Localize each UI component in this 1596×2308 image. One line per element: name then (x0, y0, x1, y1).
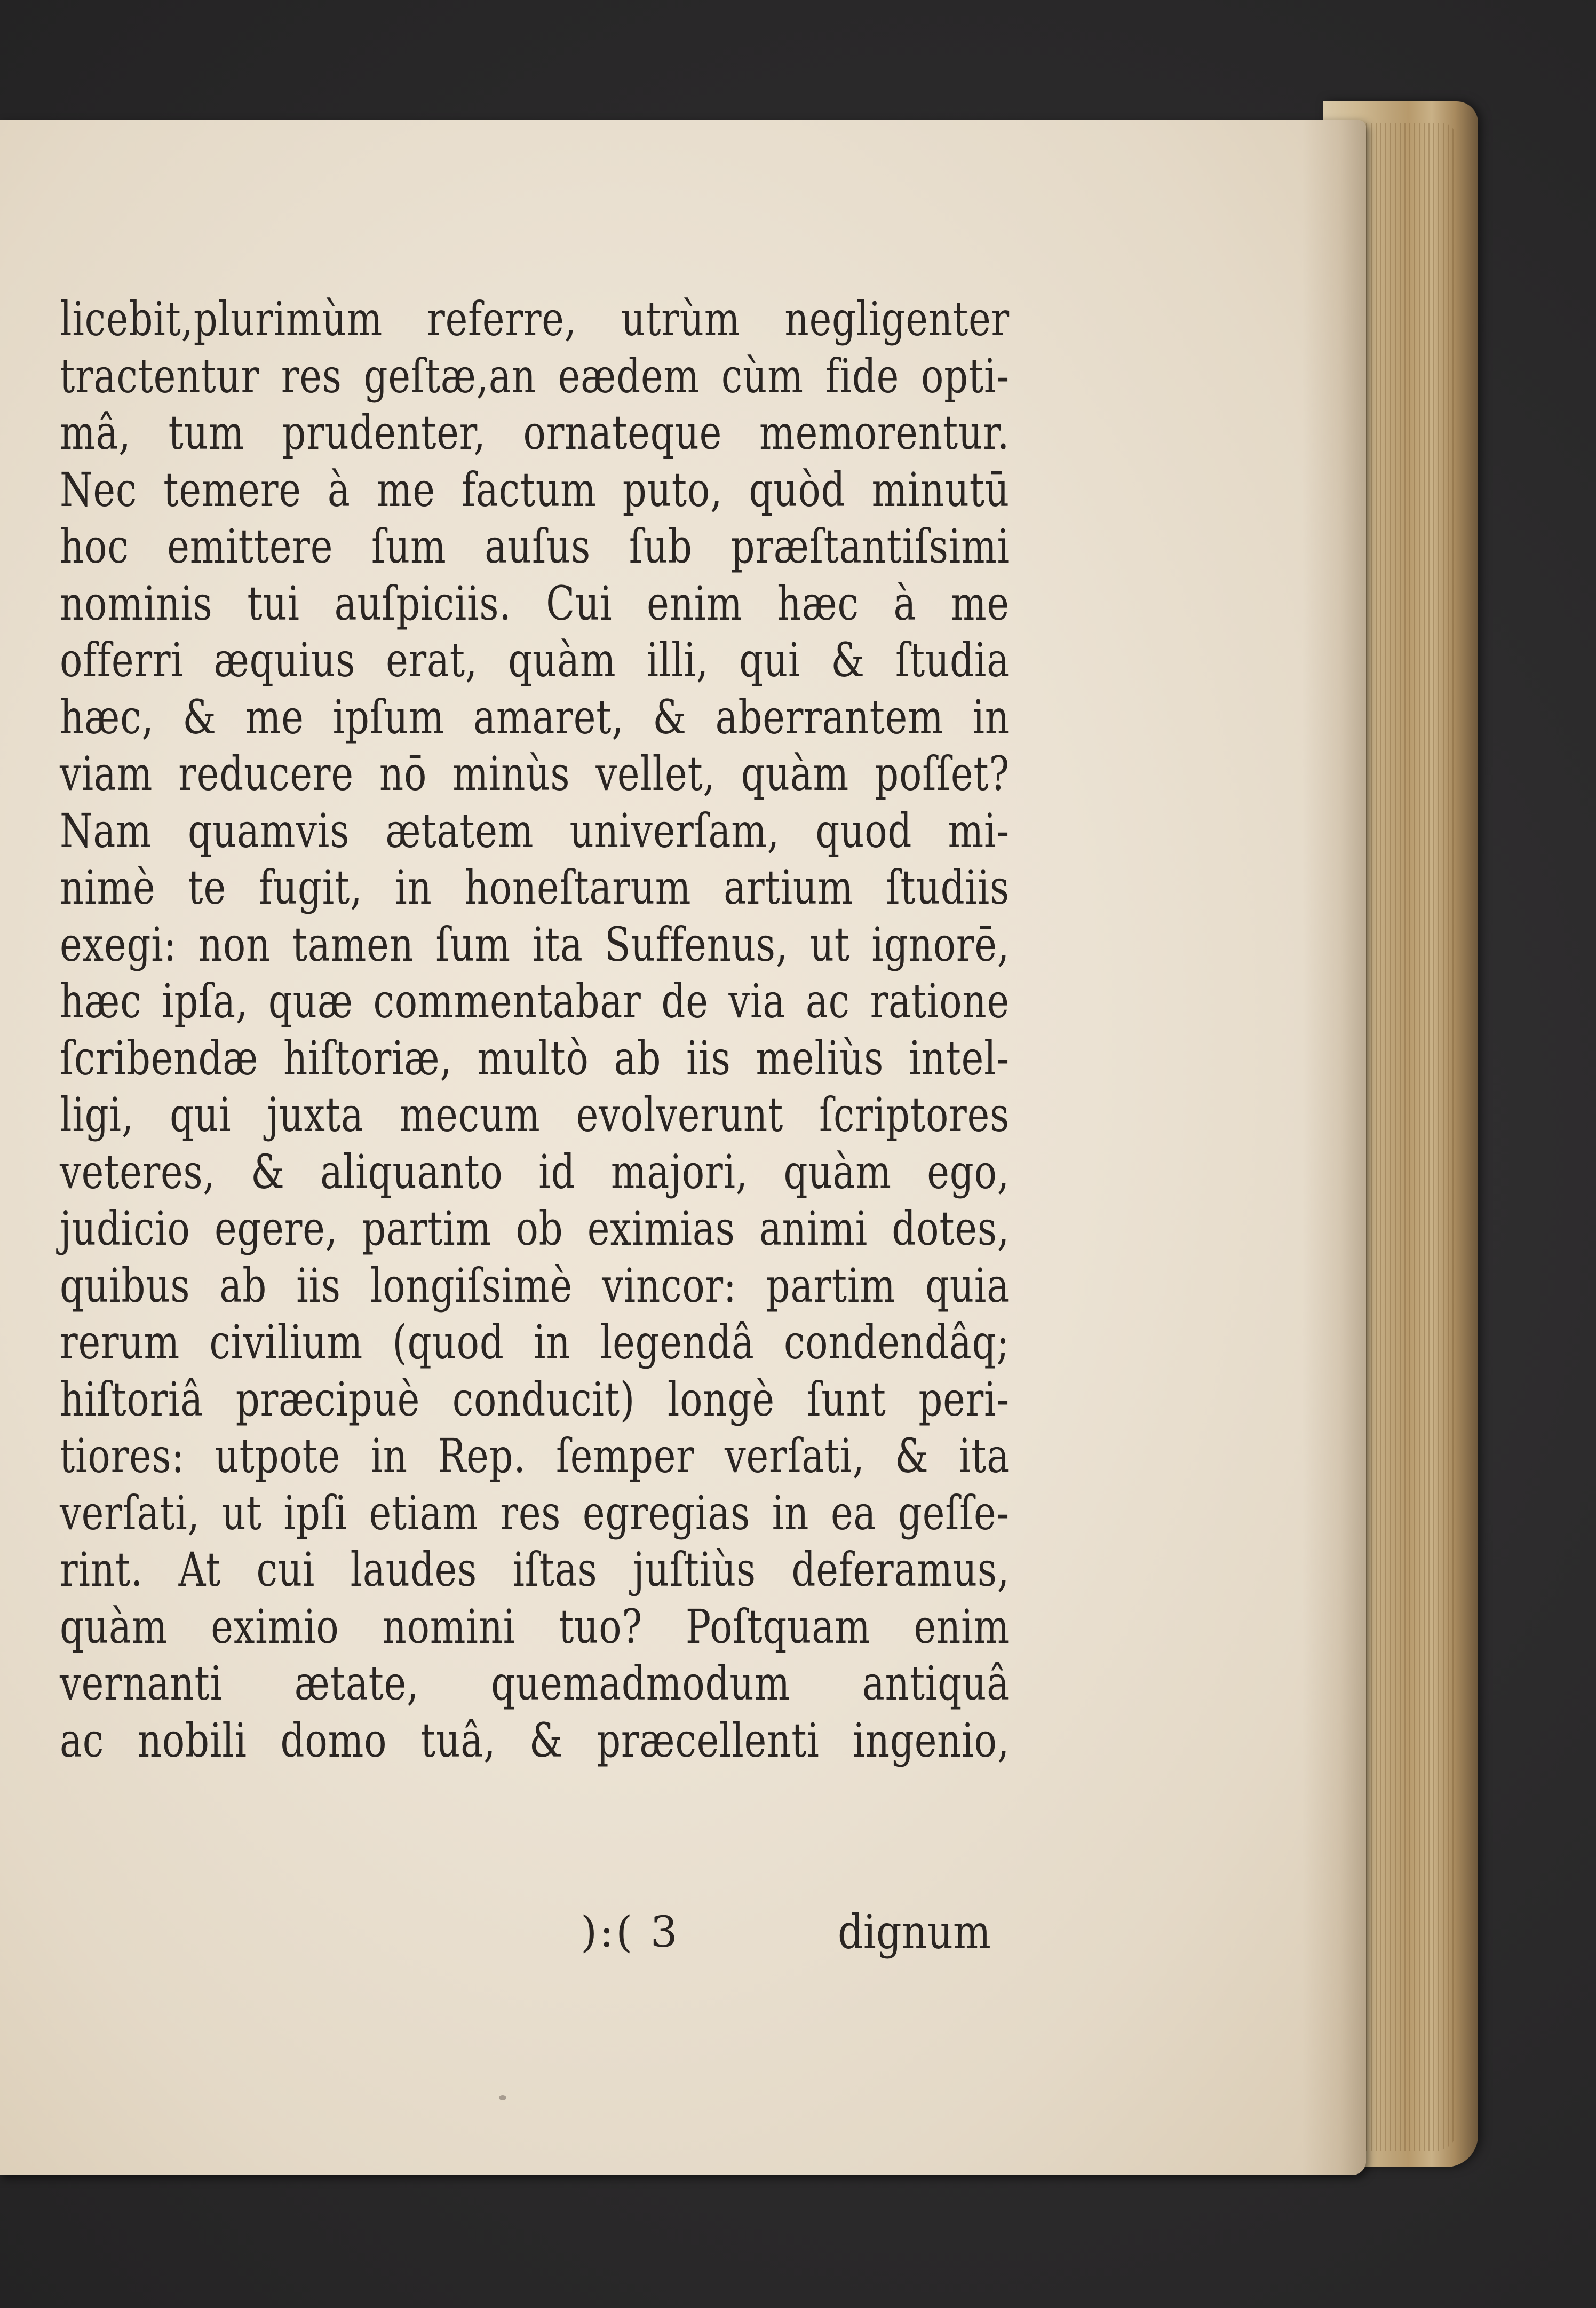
text-line: mâ, tum prudenter, ornateque memorentur. (60, 405, 1010, 460)
paper-speck (499, 2095, 506, 2100)
text-line: ac nobili domo tuâ, & præcellenti ingenio, (60, 1712, 1010, 1768)
text-line: verſati, ut ipſi etiam res egregias in ea geſſe- (60, 1485, 1010, 1540)
text-line: quàm eximio nomini tuo? Poſtquam enim (60, 1599, 1010, 1654)
text-line: vernanti ætate, quemadmodum antiquâ (60, 1656, 1010, 1711)
page-footer (0, 1903, 1366, 1972)
text-line: offerri æquius erat, quàm illi, qui & ſtudia (60, 633, 1010, 687)
text-line: exegi: non tamen ſum ita Suffenus, ut ignorē, (60, 916, 1010, 972)
text-line: rint. At cui laudes iſtas juſtiùs deferamus, (60, 1542, 1010, 1597)
text-line: hiſtoriâ præcipuè conducit) longè ſunt peri- (60, 1371, 1010, 1427)
catchword: dignum (838, 1904, 991, 1959)
page-shadow (1302, 120, 1366, 2175)
book-page (0, 120, 1366, 2175)
text-line: Nec temere à me factum puto, quòd minutū (60, 462, 1010, 517)
text-line: hæc ipſa, quæ commentabar de via ac ratione (60, 974, 1010, 1029)
text-line: judicio egere, partim ob eximias animi dotes, (60, 1201, 1010, 1256)
signature-mark: ):( 3 (581, 1907, 680, 1957)
text-line: nominis tui auſpiciis. Cui enim hæc à me (60, 575, 1010, 631)
text-line: tiores: utpote in Rep. ſemper verſati, & ita (60, 1428, 1010, 1483)
text-line: tractentur res geſtæ,an eædem cùm fide opti- (60, 348, 1010, 404)
text-line: hæc, & me ipſum amaret, & aberrantem in (60, 689, 1010, 745)
text-line: quibus ab iis longiſsimè vincor: partim quia (60, 1258, 1010, 1313)
text-line: Nam quamvis ætatem univerſam, quod mi- (60, 803, 1010, 858)
body-text (60, 291, 1010, 1769)
text-line: hoc emittere ſum auſus ſub præſtantiſsimi (60, 519, 1010, 574)
text-line: veteres, & aliquanto id majori, quàm ego, (60, 1144, 1010, 1199)
text-line: ſcribendæ hiſtoriæ, multò ab iis meliùs intel- (60, 1030, 1010, 1086)
text-line: nimè te fugit, in honeſtarum artium ſtudiis (60, 860, 1010, 915)
text-line: rerum civilium (quod in legendâ condendâq; (60, 1315, 1010, 1370)
text-line: viam reducere nō minùs vellet, quàm poſſet? (60, 746, 1010, 801)
text-line: ligi, qui juxta mecum evolverunt ſcriptores (60, 1087, 1010, 1142)
text-line: licebit,plurimùm referre, utrùm negligenter (60, 291, 1010, 346)
page-edge-lines (1366, 123, 1457, 2151)
